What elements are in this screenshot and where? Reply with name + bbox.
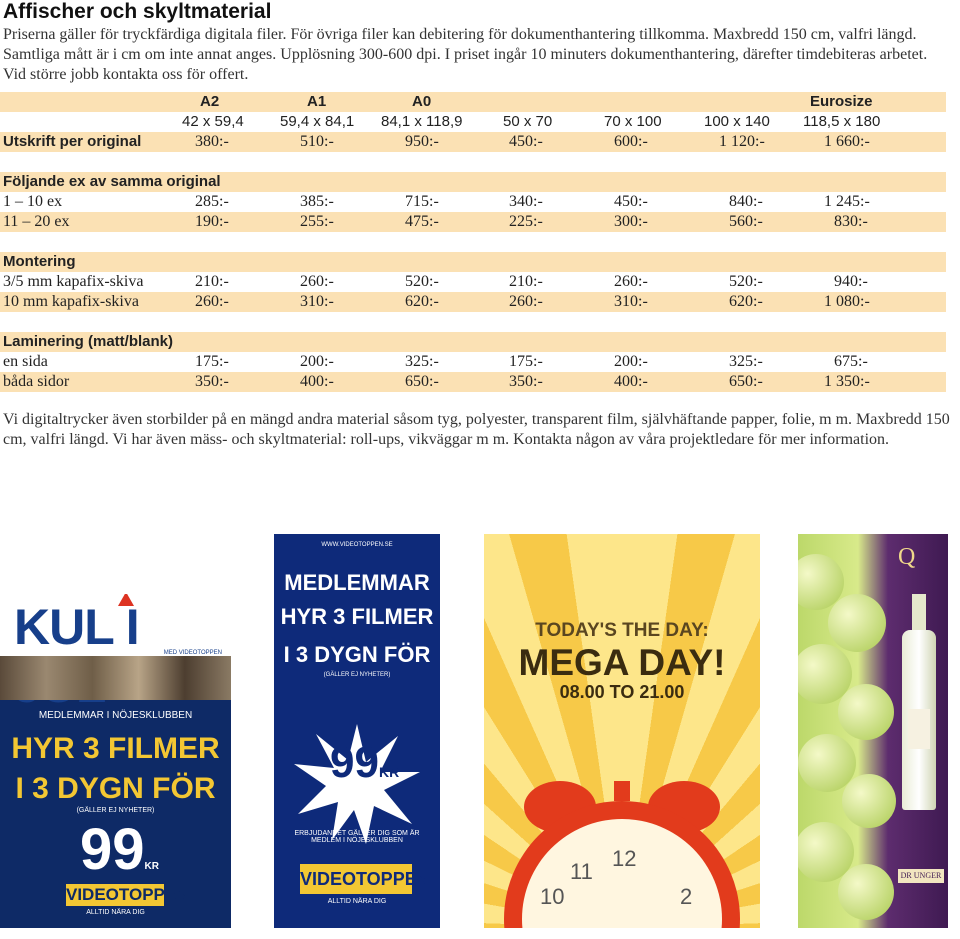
bottle-label (908, 709, 930, 749)
videotoppen-logo: VIDEOTOPPEN (300, 864, 412, 894)
grape (842, 774, 896, 828)
price-cell: 200:- (300, 353, 334, 370)
wine-brand: DR UNGER (898, 869, 944, 883)
section-heading: Laminering (matt/blank) (3, 333, 174, 350)
col-header-a2: A2 (200, 93, 220, 110)
poster-medlemmar (274, 534, 440, 928)
price-cell: 1 080:- (824, 293, 870, 310)
poster-photo (0, 656, 231, 700)
price-cell: 200:- (614, 353, 648, 370)
price-cell: 210:- (195, 273, 229, 290)
price-cell: 560:- (729, 213, 763, 230)
price-table (0, 92, 946, 392)
col-size-1: 59,4 x 84,1 (280, 113, 355, 130)
poster-tagline: ALLTID NÄRA DIG (327, 898, 387, 905)
poster-tagline: ALLTID NÄRA DIG (86, 909, 145, 916)
grape (838, 684, 894, 740)
clock-number: 10 (540, 884, 565, 909)
price-cell: 325:- (729, 353, 763, 370)
table-header-sizes (0, 112, 946, 132)
intro-text: Priserna gäller för tryckfärdiga digitala filer. För övriga filer kan debitering för dokumenthantering tillkomma. Maxbredd 150 cm, valfri längd. Samtliga mått är i cm om inte annat anges. Upplösning 300-600 dpi. I priset ingår 10 minuters dokumenthantering, därefter timdebiteras arbetet. Vid större jobb kontakta oss för offert. (3, 26, 928, 83)
price-cell: 350:- (195, 373, 229, 390)
price-cell: 260:- (300, 273, 334, 290)
table-row (0, 372, 946, 392)
price-cell: 650:- (729, 373, 763, 390)
price-cell: 400:- (300, 373, 334, 390)
page-title: Affischer och skyltmaterial (3, 0, 272, 23)
price-cell: 475:- (405, 213, 439, 230)
poster-line1: MEDLEMMAR (284, 570, 430, 595)
price-currency: KR (144, 861, 159, 872)
row-label: 3/5 mm kapafix-skiva (3, 273, 144, 290)
poster-url: WWW.VIDEOTOPPEN.SE (321, 542, 393, 548)
row-label: 11 – 20 ex (3, 213, 70, 230)
price-value: 99 (80, 817, 145, 882)
price-cell: 210:- (509, 273, 543, 290)
price-cell: 1 350:- (824, 373, 870, 390)
bottle-neck (912, 594, 926, 634)
price-cell: 310:- (614, 293, 648, 310)
col-size-3: 50 x 70 (503, 113, 553, 130)
price-cell: 285:- (195, 193, 229, 210)
price-cell: 650:- (405, 373, 439, 390)
price-cell: 520:- (405, 273, 439, 290)
price-cell: 1 660:- (824, 133, 870, 150)
price-cell: 450:- (509, 133, 543, 150)
price-cell: 450:- (614, 193, 648, 210)
price-cell: 340:- (509, 193, 543, 210)
poster-line1: TODAY'S THE DAY: (535, 620, 709, 641)
row-label: 1 – 10 ex (3, 193, 63, 210)
price-cell: 310:- (300, 293, 334, 310)
poster-kul-i-jul (0, 594, 231, 928)
price-cell: 175:- (195, 353, 229, 370)
price-cell: 715:- (405, 193, 439, 210)
price-currency: KR (378, 764, 400, 780)
price-cell: 260:- (509, 293, 543, 310)
santa-hat-icon (118, 594, 134, 606)
col-header-a0: A0 (412, 93, 432, 110)
clock-number: 11 (570, 859, 593, 884)
table-row (0, 212, 946, 232)
col-size-4: 70 x 100 (604, 113, 662, 130)
price-cell: 190:- (195, 213, 229, 230)
price-cell: 255:- (300, 213, 334, 230)
row-label: 10 mm kapafix-skiva (3, 293, 139, 310)
price-cell: 940:- (834, 273, 868, 290)
price-cell: 300:- (614, 213, 648, 230)
row-label: en sida (3, 353, 48, 370)
price-cell: 175:- (509, 353, 543, 370)
poster-price (80, 816, 159, 883)
section-heading-row (0, 252, 946, 272)
price-cell: 510:- (300, 133, 334, 150)
price-cell: 380:- (195, 133, 229, 150)
col-header-eurosize: Eurosize (810, 93, 873, 110)
poster-price (330, 738, 399, 788)
poster-offer: ERBJUDANDET GÄLLER DIG SOM ÄR MEDLEM I NÖJESKLUBBEN (294, 830, 420, 844)
price-cell: 600:- (614, 133, 648, 150)
price-cell: 325:- (405, 353, 439, 370)
price-cell: 260:- (195, 293, 229, 310)
poster-line1: HYR 3 FILMER (11, 732, 220, 765)
price-cell: 840:- (729, 193, 763, 210)
outro-text: Vi digitaltrycker även storbilder på en mängd andra material såsom tyg, polyester, transparent film, självhäftande papper, folie, m m. Maxbredd 150 cm, valfri längd. Vi har även mäss- och skyltmaterial: roll-ups, vikväggar m m. Kontakta någon av våra projektledare för mer information. (3, 411, 950, 448)
price-cell: 350:- (509, 373, 543, 390)
row-label: Utskrift per original (3, 133, 142, 150)
price-cell: 620:- (405, 293, 439, 310)
table-row (0, 272, 946, 292)
row-label: båda sidor (3, 373, 70, 390)
col-size-0: 42 x 59,4 (182, 113, 244, 130)
section-heading-row (0, 332, 946, 352)
table-row (0, 192, 946, 212)
poster-headline: KUL I (14, 599, 139, 655)
price-cell: 1 245:- (824, 193, 870, 210)
price-cell: 385:- (300, 193, 334, 210)
poster-note: (GÄLLER EJ NYHETER) (76, 807, 155, 814)
poster-note: (GÄLLER EJ NYHETER) (323, 672, 391, 678)
wine-logo: Q (898, 544, 916, 570)
section-heading-row (0, 172, 946, 192)
price-cell: 520:- (729, 273, 763, 290)
poster-line2: HYR 3 FILMER (280, 604, 434, 629)
poster-line2: MEGA DAY! (518, 642, 726, 683)
price-cell: 675:- (834, 353, 868, 370)
price-cell: 1 120:- (719, 133, 765, 150)
clock-number: 2 (680, 884, 693, 909)
price-cell: 400:- (614, 373, 648, 390)
col-size-5: 100 x 140 (704, 113, 770, 130)
section-heading: Följande ex av samma original (3, 173, 221, 190)
col-header-a1: A1 (307, 93, 327, 110)
col-size-2: 84,1 x 118,9 (381, 113, 463, 130)
price-cell: 620:- (729, 293, 763, 310)
poster-mega-day (484, 534, 760, 928)
grape (838, 864, 894, 920)
table-header-formats (0, 92, 946, 112)
poster-line3: I 3 DYGN FÖR (283, 642, 431, 667)
price-cell: 260:- (614, 273, 648, 290)
price-cell: 950:- (405, 133, 439, 150)
price-cell: 225:- (509, 213, 543, 230)
table-row (0, 352, 946, 372)
videotoppen-logo: VIDEOTOPPEN (66, 885, 189, 904)
price-value: 99 (330, 738, 379, 787)
poster-wine (798, 534, 948, 928)
grape (828, 594, 886, 652)
poster-club: MEDLEMMAR I NÖJESKLUBBEN (38, 710, 193, 721)
price-cell: 830:- (834, 213, 868, 230)
poster-line3: 08.00 TO 21.00 (559, 682, 685, 702)
section-heading: Montering (3, 253, 76, 270)
table-row (0, 292, 946, 312)
clock-number: 12 (612, 846, 637, 871)
poster-sub: MED VIDEOTOPPEN (163, 650, 222, 656)
table-row (0, 132, 946, 152)
col-size-6: 118,5 x 180 (803, 113, 881, 130)
poster-line2: I 3 DYGN FÖR (15, 772, 216, 805)
